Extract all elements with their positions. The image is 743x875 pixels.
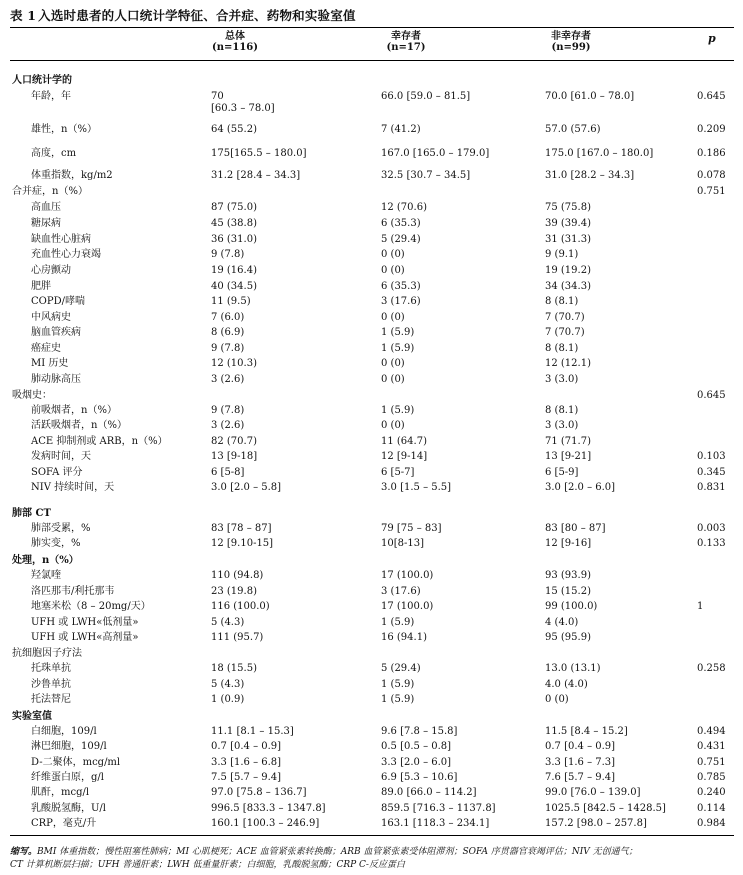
survivors-value: 3.3 [2.0 – 6.0] [381, 757, 452, 768]
nonsurvivors-value: 19 (19.2) [545, 265, 591, 276]
row-label: 癌症史 [31, 343, 61, 354]
table-row [0, 343, 743, 359]
survivors-value: 167.0 [165.0 – 179.0] [381, 148, 490, 159]
row-label: SOFA 评分 [31, 467, 83, 478]
p-value: 1 [697, 601, 704, 612]
table-row [0, 787, 743, 803]
table-row [0, 555, 743, 571]
table-row [0, 265, 743, 281]
p-value: 0.751 [697, 757, 726, 768]
nonsurvivors-value: 71 (71.7) [545, 436, 591, 447]
row-label: 吸烟史： [12, 390, 52, 401]
header-overall-name: 总体 [225, 31, 245, 42]
table-row [0, 148, 743, 164]
row-label: 心房颤动 [31, 265, 71, 276]
table-row [0, 617, 743, 633]
overall-value: 111 (95.7) [211, 632, 264, 643]
overall-value: 12 (10.3) [211, 358, 257, 369]
nonsurvivors-value: 4.0 (4.0) [545, 679, 588, 690]
overall-value: 110 (94.8) [211, 570, 264, 581]
survivors-value: 0 (0) [381, 358, 405, 369]
survivors-value: 3.0 [1.5 – 5.5] [381, 482, 452, 493]
row-label: D-二聚体，mcg/ml [31, 757, 121, 768]
row-label: 托法替尼 [31, 694, 71, 705]
overall-value: 6 [5-8] [211, 467, 245, 478]
nonsurvivors-value: 39 (39.4) [545, 218, 591, 229]
overall-value: 97.0 [75.8 – 136.7] [211, 787, 307, 798]
row-label: NIV 持续时间，天 [31, 482, 115, 493]
survivors-value: 1 (5.9) [381, 617, 415, 628]
nonsurvivors-value: 8 (8.1) [545, 405, 579, 416]
row-label: 乳酸脱氢酶，U/l [31, 803, 106, 814]
nonsurvivors-value: 31.0 [28.2 – 34.3] [545, 170, 635, 181]
p-value: 0.186 [697, 148, 726, 159]
survivors-value: 0 (0) [381, 374, 405, 385]
nonsurvivors-value: 70.0 [61.0 – 78.0] [545, 91, 635, 102]
table-row [0, 390, 743, 406]
nonsurvivors-value: 99 (100.0) [545, 601, 598, 612]
row-label: 纤维蛋白原，g/l [31, 772, 104, 783]
p-value: 0.240 [697, 787, 726, 798]
nonsurvivors-value: 6 [5-9] [545, 467, 579, 478]
table-row [0, 296, 743, 312]
overall-value: 3.3 [1.6 – 6.8] [211, 757, 282, 768]
survivors-value: 7 (41.2) [381, 124, 421, 135]
row-label: 合并症，n（%） [12, 186, 88, 197]
row-label: 人口统计学的 [12, 75, 72, 86]
overall-value: 18 (15.5) [211, 663, 257, 674]
row-label: 雄性，n（%） [31, 124, 97, 135]
nonsurvivors-value: 34 (34.3) [545, 281, 591, 292]
table-row [0, 374, 743, 390]
row-label: 高度，cm [31, 148, 77, 159]
row-label: CRP，毫克/升 [31, 818, 97, 829]
survivors-value: 11 (64.7) [381, 436, 427, 447]
table-row [0, 420, 743, 436]
overall-value: 19 (16.4) [211, 265, 257, 276]
row-label: 抗细胞因子疗法 [12, 648, 82, 659]
row-label: 肥胖 [31, 281, 51, 292]
p-value: 0.103 [697, 451, 726, 462]
footnote-line-2: CT 计算机断层扫描；UFH 普通肝素；LWH 低重量肝素；白细胞，乳酸脱氢酶；CRP C-反应蛋白 [10, 860, 405, 870]
overall-value: 11.1 [8.1 – 15.3] [211, 726, 294, 737]
p-value: 0.751 [697, 186, 726, 197]
p-value: 0.114 [697, 803, 726, 814]
table-row [0, 679, 743, 695]
nonsurvivors-value: 1025.5 [842.5 – 1428.5] [545, 803, 666, 814]
overall-value: 31.2 [28.4 – 34.3] [211, 170, 301, 181]
row-label: 年龄，年 [31, 91, 71, 102]
row-label: 洛匹那韦/利托那韦 [31, 586, 115, 597]
row-label: UFH 或 LWH«高剂量» [31, 632, 139, 643]
table-row [0, 803, 743, 819]
overall-value: 9 (7.8) [211, 343, 245, 354]
row-label: 糖尿病 [31, 218, 61, 229]
p-value: 0.984 [697, 818, 726, 829]
table-row [0, 538, 743, 554]
nonsurvivors-value: 11.5 [8.4 – 15.2] [545, 726, 628, 737]
overall-value: 160.1 [100.3 – 246.9] [211, 818, 320, 829]
row-label: 处理，n（%） [12, 555, 79, 566]
survivors-value: 163.1 [118.3 – 234.1] [381, 818, 490, 829]
table-row [0, 124, 743, 140]
table-row [0, 632, 743, 648]
survivors-value: 16 (94.1) [381, 632, 427, 643]
header-overall-n: (n=116) [212, 42, 258, 53]
p-value: 0.003 [697, 523, 726, 534]
nonsurvivors-value: 13 [9-21] [545, 451, 592, 462]
row-label: 活跃吸烟者，n（%） [31, 420, 127, 431]
table-row [0, 482, 743, 498]
table-row [0, 170, 743, 186]
nonsurvivors-value: 3 (3.0) [545, 374, 579, 385]
nonsurvivors-value: 12 [9-16] [545, 538, 592, 549]
p-value: 0.494 [697, 726, 726, 737]
overall-value: 3 (2.6) [211, 374, 245, 385]
nonsurvivors-value: 99.0 [76.0 – 139.0] [545, 787, 641, 798]
table-row [0, 202, 743, 218]
survivors-value: 0 (0) [381, 420, 405, 431]
overall-value: 13 [9-18] [211, 451, 258, 462]
nonsurvivors-value: 8 (8.1) [545, 343, 579, 354]
overall-value-range: [60.3 – 78.0] [211, 103, 275, 114]
row-label: 托珠单抗 [31, 663, 71, 674]
overall-value: 1 (0.9) [211, 694, 245, 705]
row-label: 肺动脉高压 [31, 374, 81, 385]
survivors-value: 6.9 [5.3 – 10.6] [381, 772, 458, 783]
p-value: 0.345 [697, 467, 726, 478]
row-label: 前吸烟者，n（%） [31, 405, 117, 416]
survivors-value: 3 (17.6) [381, 586, 421, 597]
nonsurvivors-value: 15 (15.2) [545, 586, 591, 597]
survivors-value: 0.5 [0.5 – 0.8] [381, 741, 452, 752]
overall-value: 175[165.5 – 180.0] [211, 148, 307, 159]
survivors-value: 0 (0) [381, 249, 405, 260]
survivors-value: 10[8-13] [381, 538, 424, 549]
survivors-value: 32.5 [30.7 – 34.5] [381, 170, 471, 181]
table-row [0, 570, 743, 586]
row-label: 沙鲁单抗 [31, 679, 71, 690]
row-label: 实验室值 [12, 711, 52, 722]
table-row [0, 281, 743, 297]
p-value: 0.078 [697, 170, 726, 181]
overall-value: 64 (55.2) [211, 124, 257, 135]
overall-value: 83 [78 – 87] [211, 523, 272, 534]
table-row [0, 648, 743, 664]
nonsurvivors-value: 3.3 [1.6 – 7.3] [545, 757, 616, 768]
table-row [0, 508, 743, 524]
overall-value: 3.0 [2.0 – 5.8] [211, 482, 282, 493]
survivors-value: 1 (5.9) [381, 405, 415, 416]
row-label: 发病时间，天 [31, 451, 91, 462]
p-value: 0.258 [697, 663, 726, 674]
table-row [0, 75, 743, 91]
table-row [0, 726, 743, 742]
table-row [0, 186, 743, 202]
table-row [0, 436, 743, 452]
overall-value: 0.7 [0.4 – 0.9] [211, 741, 282, 752]
row-label: 白细胞，109/l [31, 726, 97, 737]
nonsurvivors-value: 7 (70.7) [545, 312, 585, 323]
table-row [0, 694, 743, 710]
overall-value: 40 (34.5) [211, 281, 257, 292]
overall-value: 3 (2.6) [211, 420, 245, 431]
p-value: 0.785 [697, 772, 726, 783]
survivors-value: 1 (5.9) [381, 694, 415, 705]
overall-value: 87 (75.0) [211, 202, 257, 213]
overall-value: 8 (6.9) [211, 327, 245, 338]
table-row [0, 218, 743, 234]
overall-value: 5 (4.3) [211, 679, 245, 690]
row-label: 肌酐，mcg/l [31, 787, 90, 798]
table-row [0, 234, 743, 250]
nonsurvivors-value: 3 (3.0) [545, 420, 579, 431]
survivors-value: 6 [5-7] [381, 467, 415, 478]
header-survivors-name: 幸存者 [391, 31, 421, 42]
p-value: 0.133 [697, 538, 726, 549]
row-label: 高血压 [31, 202, 61, 213]
row-label: 淋巴细胞，109/l [31, 741, 107, 752]
footnote-line-1 [10, 846, 734, 858]
overall-value: 9 (7.8) [211, 405, 245, 416]
nonsurvivors-value: 13.0 (13.1) [545, 663, 601, 674]
overall-value: 12 [9.10-15] [211, 538, 274, 549]
table-title: 入选时患者的人口统计学特征、合并症、药物和实验室值 [38, 8, 356, 23]
table-number: 表 1 [10, 8, 37, 23]
nonsurvivors-value: 0.7 [0.4 – 0.9] [545, 741, 616, 752]
p-value: 0.645 [697, 390, 726, 401]
table-row [0, 312, 743, 328]
table-row [0, 405, 743, 421]
survivors-value: 3 (17.6) [381, 296, 421, 307]
row-label: ACE 抑制剂或 ARB，n（%） [31, 436, 168, 447]
footnote-text-1: BMI 体重指数；慢性阻塞性肺病；MI 心肌梗死；ACE 血管紧张素转换酶；ARB 血管紧张素受体阻滞剂；SOFA 序贯器官衰竭评估；NIV 无创通气； [37, 847, 638, 857]
nonsurvivors-value: 57.0 (57.6) [545, 124, 601, 135]
row-label: 羟氯喹 [31, 570, 61, 581]
nonsurvivors-value: 8 (8.1) [545, 296, 579, 307]
survivors-value: 1 (5.9) [381, 327, 415, 338]
bottom-rule [10, 835, 734, 836]
table-row [0, 523, 743, 539]
footnote-lead: 缩写。 [10, 847, 38, 857]
survivors-value: 12 (70.6) [381, 202, 427, 213]
nonsurvivors-value: 175.0 [167.0 – 180.0] [545, 148, 654, 159]
overall-value: 23 (19.8) [211, 586, 257, 597]
table-row [0, 467, 743, 483]
overall-value [211, 91, 275, 115]
survivors-value: 859.5 [716.3 – 1137.8] [381, 803, 496, 814]
overall-value: 9 (7.8) [211, 249, 245, 260]
row-label: 中风病史 [31, 312, 71, 323]
row-label: COPD/哮喘 [31, 296, 85, 307]
p-value: 0.831 [697, 482, 726, 493]
survivors-value: 12 [9-14] [381, 451, 428, 462]
survivors-value: 89.0 [66.0 – 114.2] [381, 787, 477, 798]
header-nonsurvivors-n: (n=99) [551, 42, 591, 53]
table-row [0, 601, 743, 617]
survivors-value: 5 (29.4) [381, 234, 421, 245]
survivors-value: 0 (0) [381, 265, 405, 276]
survivors-value: 9.6 [7.8 – 15.8] [381, 726, 458, 737]
table-row [0, 772, 743, 788]
survivors-value: 6 (35.3) [381, 281, 421, 292]
row-label: 充血性心力衰竭 [31, 249, 101, 260]
row-label: MI 历史 [31, 358, 69, 369]
table-row [0, 741, 743, 757]
nonsurvivors-value: 31 (31.3) [545, 234, 591, 245]
header-p-value: p [708, 32, 716, 45]
overall-value: 116 (100.0) [211, 601, 270, 612]
survivors-value: 66.0 [59.0 – 81.5] [381, 91, 471, 102]
overall-value: 11 (9.5) [211, 296, 251, 307]
survivors-value: 17 (100.0) [381, 601, 434, 612]
overall-value: 5 (4.3) [211, 617, 245, 628]
header-nonsurvivors-name: 非幸存者 [551, 31, 591, 42]
header-survivors-n: (n=17) [386, 42, 426, 53]
row-label: 肺部 CT [12, 508, 51, 519]
nonsurvivors-value: 93 (93.9) [545, 570, 591, 581]
nonsurvivors-value: 75 (75.8) [545, 202, 591, 213]
table-row [0, 663, 743, 679]
nonsurvivors-value: 0 (0) [545, 694, 569, 705]
row-label: 脑血管疾病 [31, 327, 81, 338]
table-row [0, 711, 743, 727]
p-value: 0.209 [697, 124, 726, 135]
table-row [0, 451, 743, 467]
overall-value: 82 (70.7) [211, 436, 257, 447]
table-row [0, 358, 743, 374]
survivors-value: 6 (35.3) [381, 218, 421, 229]
overall-value-line: 70 [211, 91, 224, 102]
survivors-value: 79 [75 – 83] [381, 523, 442, 534]
table-row [0, 586, 743, 602]
survivors-value: 17 (100.0) [381, 570, 434, 581]
nonsurvivors-value: 95 (95.9) [545, 632, 591, 643]
nonsurvivors-value: 3.0 [2.0 – 6.0] [545, 482, 616, 493]
row-label: 肺实变，% [31, 538, 81, 549]
survivors-value: 1 (5.9) [381, 343, 415, 354]
table-row [0, 249, 743, 265]
nonsurvivors-value: 83 [80 – 87] [545, 523, 606, 534]
nonsurvivors-value: 7.6 [5.7 – 9.4] [545, 772, 616, 783]
survivors-value: 5 (29.4) [381, 663, 421, 674]
survivors-value: 0 (0) [381, 312, 405, 323]
overall-value: 7.5 [5.7 – 9.4] [211, 772, 282, 783]
overall-value: 7 (6.0) [211, 312, 245, 323]
nonsurvivors-value: 7 (70.7) [545, 327, 585, 338]
nonsurvivors-value: 4 (4.0) [545, 617, 579, 628]
p-value: 0.645 [697, 91, 726, 102]
table-row [0, 757, 743, 773]
row-label: 地塞米松（8 – 20mg/天） [31, 601, 151, 612]
table-row [0, 818, 743, 834]
row-label: UFH 或 LWH«低剂量» [31, 617, 139, 628]
nonsurvivors-value: 157.2 [98.0 – 257.8] [545, 818, 647, 829]
nonsurvivors-value: 12 (12.1) [545, 358, 591, 369]
p-value: 0.431 [697, 741, 726, 752]
row-label: 缺血性心脏病 [31, 234, 91, 245]
overall-value: 36 (31.0) [211, 234, 257, 245]
row-label: 体重指数，kg/m2 [31, 170, 113, 181]
table-row [0, 91, 743, 114]
overall-value: 45 (38.8) [211, 218, 257, 229]
survivors-value: 1 (5.9) [381, 679, 415, 690]
row-label: 肺部受累，% [31, 523, 91, 534]
nonsurvivors-value: 9 (9.1) [545, 249, 579, 260]
table-row [0, 327, 743, 343]
overall-value: 996.5 [833.3 – 1347.8] [211, 803, 326, 814]
